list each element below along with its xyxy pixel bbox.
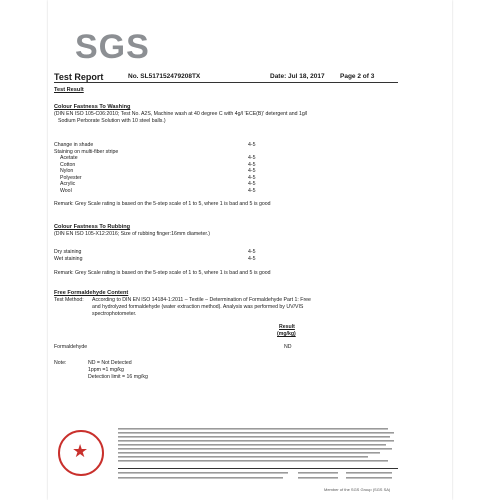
test-method-line-2: and hydrolyzed formaldehyde (water extraction method). Analysis was performed by UV/VIS bbox=[92, 304, 304, 310]
test-method-label: Test Method: bbox=[54, 297, 84, 303]
washing-row-value: 4-5 bbox=[248, 187, 256, 194]
note-1: ND = Not Detected bbox=[88, 360, 132, 366]
washing-row-label: Nylon bbox=[60, 168, 74, 174]
rubbing-row-value: 4-5 bbox=[248, 249, 256, 255]
washing-row-value: 4-5 bbox=[248, 161, 256, 168]
member-line: Member of the SGS Group (SGS SA) bbox=[324, 487, 391, 492]
result-unit: (mg/kg) bbox=[277, 331, 296, 337]
footer-divider bbox=[118, 468, 398, 469]
formaldehyde-heading: Free Formaldehyde Content bbox=[54, 290, 129, 296]
footer-disclaimer-block bbox=[118, 426, 396, 470]
report-title: Test Report bbox=[54, 72, 104, 82]
footer-address-block bbox=[118, 470, 396, 484]
washing-method: (DIN EN ISO 105-C06:2010; Test No. A2S, Machine wash at 40 degree C with 4g/l 'ECE(B)' detergent and 1g/l bbox=[54, 111, 308, 117]
note-2: 1ppm =1 mg/kg bbox=[88, 367, 124, 373]
washing-row-label: Change in shade bbox=[54, 142, 94, 148]
page-number: Page 2 of 3 bbox=[340, 73, 375, 80]
formaldehyde-row-label: Formaldehyde bbox=[54, 344, 88, 350]
header-divider bbox=[54, 82, 398, 83]
formaldehyde-row-value: ND bbox=[284, 344, 292, 350]
note-3: Detection limit = 16 mg/kg bbox=[88, 374, 148, 380]
washing-row-value: 4-5 bbox=[248, 142, 256, 148]
seal-star-icon: ★ bbox=[72, 441, 89, 461]
rubbing-row-label: Dry staining bbox=[54, 249, 82, 255]
washing-method-2: Sodium Perborate Solution with 10 steel balls.) bbox=[58, 118, 166, 124]
note-label: Note: bbox=[54, 360, 67, 366]
test-method-line-1: According to DIN EN ISO 14184-1:2011 – Textile – Determination of Formaldehyde Part 1: Free bbox=[92, 297, 311, 303]
rubbing-row-value: 4-5 bbox=[248, 255, 256, 262]
report-number: No. SL517152479208TX bbox=[128, 73, 201, 80]
test-result-heading: Test Result bbox=[54, 87, 84, 93]
rubbing-heading: Colour Fastness To Rubbing bbox=[54, 224, 131, 230]
washing-row-value: 4-5 bbox=[248, 155, 256, 161]
washing-row-value: 4-5 bbox=[248, 181, 256, 187]
washing-row-value: 4-5 bbox=[248, 174, 256, 181]
washing-row-label: Wool bbox=[60, 187, 72, 194]
rubbing-method: (DIN EN ISO 105-X12:2016; Size of rubbing finger:16mm diameter.) bbox=[54, 231, 210, 237]
result-header: Result bbox=[279, 324, 295, 330]
rubbing-remark: Remark: Grey Scale rating is based on the 5-step scale of 1 to 5, where 1 is bad and 5 is good bbox=[54, 270, 271, 276]
washing-row-value: 4-5 bbox=[248, 168, 256, 174]
sgs-logo: SGS bbox=[75, 28, 150, 66]
washing-row-label: Acrylic bbox=[60, 181, 76, 187]
washing-row-label: Staining on multi-fiber stripe bbox=[54, 148, 119, 155]
washing-heading: Colour Fastness To Washing bbox=[54, 104, 131, 110]
washing-remark: Remark: Grey Scale rating is based on the 5-step scale of 1 to 5, where 1 is bad and 5 is good bbox=[54, 201, 271, 207]
test-method-line-3: spectrophotometer. bbox=[92, 311, 137, 317]
washing-row-label: Acetate bbox=[60, 155, 78, 161]
rubbing-row-label: Wet staining bbox=[54, 255, 83, 262]
washing-row-label: Cotton bbox=[60, 161, 76, 168]
report-date: Date: Jul 18, 2017 bbox=[270, 73, 325, 80]
washing-row-label: Polyester bbox=[60, 174, 82, 181]
